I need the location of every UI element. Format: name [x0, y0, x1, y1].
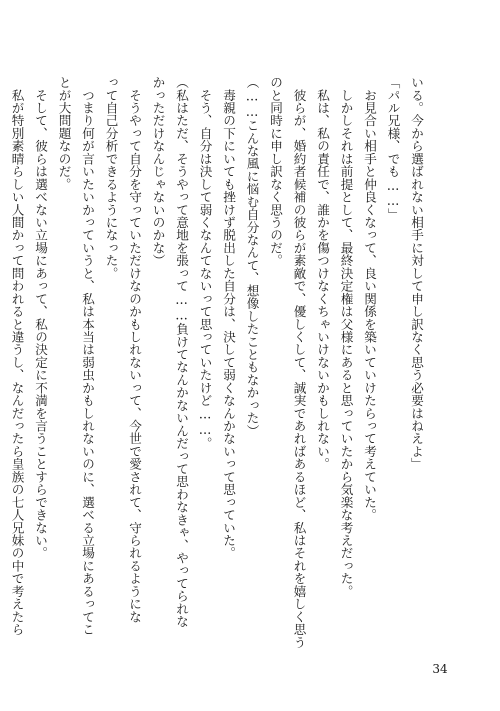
- text-line: （私はただ、そうやって意地を張って……負けてなんかないんだって思わなきゃ、やってられな: [174, 76, 189, 628]
- text-line: つまり何が言いたいかっていうと、私は本当は弱虫かもしれないのに、選べる立場にあるってこ: [80, 76, 95, 636]
- text-line: （……こんな風に悩む自分なんて、想像したこともなかった）: [244, 76, 260, 437]
- text-line: 「パル兄様、でも……」: [385, 76, 401, 221]
- text-line: しかしそれは前提として、最終決定権は父様にあると思っていたから気楽な考えだった。: [338, 76, 354, 598]
- text-line: お見合い相手と仲良くなって、良い関係を築いていけたらって考えていた。: [362, 76, 377, 522]
- text-line: いる。今から選ばれない相手に対して申し訳なく思う必要はねえよ」: [409, 76, 424, 471]
- text-line: そして、彼らは選べない立場にあって、私の決定に不満を言うことすらできない。: [33, 76, 48, 560]
- page-number: 34: [432, 662, 448, 676]
- text-line: って自己分析できるようになった。: [103, 76, 119, 280]
- text-line: 彼らが、婚約者候補の彼らが素敵で、優しくして、誠実であればあるほど、私はそれを嬉しく思う: [291, 76, 307, 649]
- text-line: 毒親の下にいても挫けず脱出した自分は、決して弱くなんかないって思っていた。: [221, 76, 236, 560]
- text-line: かっただけなんじゃないのかな）: [150, 76, 166, 267]
- vertical-text-body: [5, 76, 428, 656]
- text-line: 私は、私の責任で、誰かを傷つけなくちゃいけないかもしれない。: [315, 76, 330, 471]
- text-line: 私が特別素晴らしい人間かって問われると違うし、なんだったら皇族の七人兄妹の中で考えたら: [9, 76, 25, 636]
- text-line: とが大問題なのだ。: [56, 76, 72, 191]
- text-line: そうやって自分を守っていただけなのかもしれないって、今世で愛されて、守られるようにな: [127, 76, 142, 623]
- text-line: そう、自分は決して弱くなんてないって思っていたけど……。: [197, 76, 213, 450]
- text-line: のと同時に申し訳なく思うのだ。: [268, 76, 283, 267]
